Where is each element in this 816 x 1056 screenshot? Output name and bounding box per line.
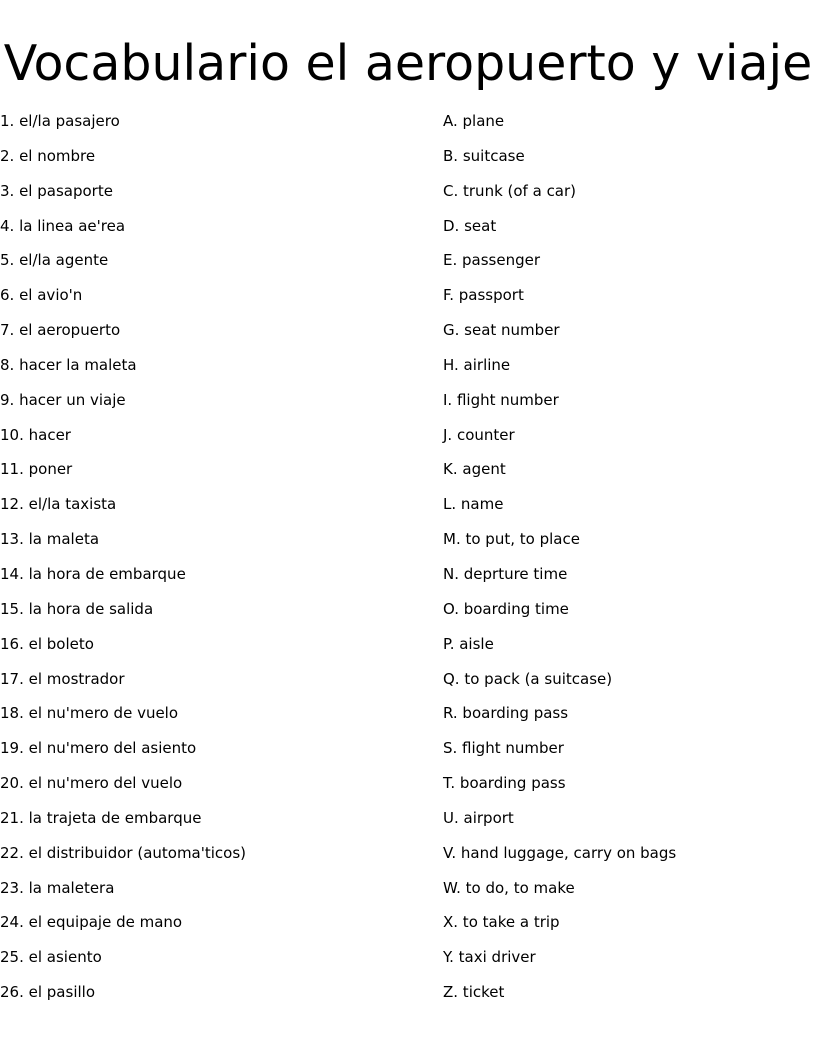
definition-item: I. flight number <box>443 390 559 409</box>
term-item: 6. el avio'n <box>0 286 83 305</box>
definition-item: L. name <box>443 495 504 514</box>
term-item: 16. el boleto <box>0 634 94 653</box>
definition-item: R. boarding pass <box>443 704 569 723</box>
definition-item: E. passenger <box>443 251 541 270</box>
definition-item: H. airline <box>443 355 511 374</box>
definition-item: F. passport <box>443 286 524 305</box>
term-item: 19. el nu'mero del asiento <box>0 739 197 758</box>
term-item: 8. hacer la maleta <box>0 355 137 374</box>
definition-item: G. seat number <box>443 321 560 340</box>
definition-item: C. trunk (of a car) <box>443 181 577 200</box>
term-item: 20. el nu'mero del vuelo <box>0 774 183 793</box>
term-item: 26. el pasillo <box>0 983 95 1002</box>
definition-item: V. hand luggage, carry on bags <box>443 843 677 862</box>
worksheet-title: Vocabulario el aeropuerto y viaje <box>3 35 813 92</box>
definition-item: A. plane <box>443 112 505 130</box>
term-item: 23. la maletera <box>0 878 115 897</box>
definition-item: Q. to pack (a suitcase) <box>443 669 613 688</box>
term-item: 18. el nu'mero de vuelo <box>0 704 179 723</box>
definition-item: K. agent <box>443 460 506 479</box>
definition-item: B. suitcase <box>443 146 525 165</box>
term-item: 14. la hora de embarque <box>0 564 186 583</box>
term-item: 21. la trajeta de embarque <box>0 808 202 827</box>
term-item: 13. la maleta <box>0 530 100 549</box>
term-item: 2. el nombre <box>0 146 96 165</box>
definitions-list <box>443 104 813 1010</box>
term-item: 24. el equipaje de mano <box>0 913 183 932</box>
term-item: 3. el pasaporte <box>0 181 113 200</box>
definition-item: P. aisle <box>443 634 494 653</box>
definition-item: X. to take a trip <box>443 913 560 932</box>
definition-item: S. flight number <box>443 739 564 758</box>
definition-item: J. counter <box>443 425 515 444</box>
term-item: 4. la linea ae'rea <box>0 216 126 235</box>
definition-item: T. boarding pass <box>443 774 566 793</box>
definition-item: N. deprture time <box>443 564 568 583</box>
definition-item: O. boarding time <box>443 599 569 618</box>
term-item: 25. el asiento <box>0 948 102 967</box>
term-item: 5. el/la agente <box>0 251 109 270</box>
term-item: 1. el/la pasajero <box>0 112 120 130</box>
definition-item: Y. taxi driver <box>443 948 536 967</box>
definition-item: U. airport <box>443 808 514 827</box>
definition-item: D. seat <box>443 216 497 235</box>
term-item: 15. la hora de salida <box>0 599 154 618</box>
terms-list <box>0 104 430 1010</box>
term-item: 9. hacer un viaje <box>0 390 126 409</box>
term-item: 22. el distribuidor (automa'ticos) <box>0 843 247 862</box>
term-item: 12. el/la taxista <box>0 495 117 514</box>
term-item: 11. poner <box>0 460 73 479</box>
term-item: 7. el aeropuerto <box>0 321 121 340</box>
definition-item: Z. ticket <box>443 983 505 1002</box>
term-item: 17. el mostrador <box>0 669 125 688</box>
definition-item: M. to put, to place <box>443 530 580 549</box>
definition-item: W. to do, to make <box>443 878 575 897</box>
term-item: 10. hacer <box>0 425 71 444</box>
